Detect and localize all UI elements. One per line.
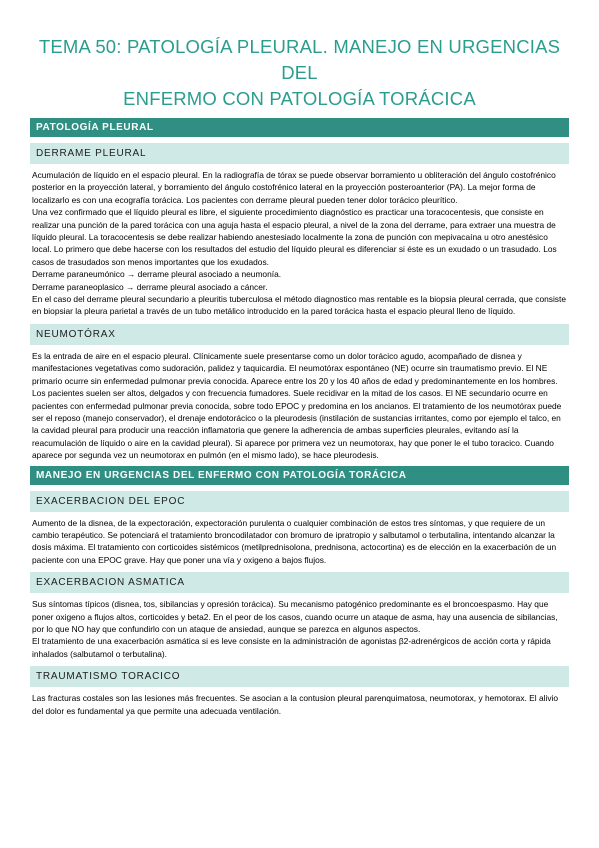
paragraph: Aumento de la disnea, de la expectoración, expectoración purulenta o cualquier combinación de estos tres síntomas, y que requiere de un cambio terapéutico. Se potenciará el tratamiento broncodilatador con bromuro de ipratropio y salbutamol o terbutalina, intentando alcanzar la dosis máxima. El tratamiento con corticoides sistémicos (metilprednisolona, prednisona, actocortina) es de elección en la exacerbación de un paciente con una EPOC grave. Hay que poner una vía y oxigeno a bajos flujos. (32, 517, 557, 565)
paragraph: Las fracturas costales son las lesiones más frecuentes. Se asocian a la contusion pleural parenquimatosa, neumotorax, y hemotorax. El alivio del dolor es fundamental ya que permite una adecuada ventilación. (32, 693, 559, 716)
subsection-heading-traumatismo-toracico: TRAUMATISMO TORACICO (30, 666, 569, 687)
page-title (30, 0, 569, 112)
derrame-pleural-body (32, 169, 567, 318)
page-title-line-1: TEMA 50: PATOLOGÍA PLEURAL. MANEJO EN URGENCIAS DEL (38, 36, 561, 83)
subsection-heading-neumotorax: NEUMOTÓRAX (30, 324, 569, 345)
paragraph: Una vez confirmado que el líquido pleural es libre, el siguiente procedimiento diagnóstico es practicar una toracocentesis, que consiste en realizar una punción de la pared torácica con una aguja hasta el espacio pleural, a nivel de la zona del derrame, para extraer una muestra de líquido pleural. La toracocentesis se debe realizar habiendo anestesiado localmente la zona de punción con mepivacaína u otro anestésico local. Lo primero que debe hacerse con los resultados del estudio del líquido pleural es diferenciar si éste es un exudado o un trasudado. Los casos de trasudados son menos importantes que los exudados. (32, 207, 557, 267)
exacerbacion-asmatica-body (32, 598, 567, 660)
paragraph: En el caso del derrame pleural secundario a pleuritis tuberculosa el método diagnostico mas rentable es la biopsia pleural cerrada, que consiste en biopsiar la pleura parietal a través de un tubo metálico introducido en la pared torácica hasta el espacio pleural lleno de líquido. (32, 294, 566, 317)
paragraph: Es la entrada de aire en el espacio pleural. Clínicamente suele presentarse como un dolor torácico agudo, acompañado de disnea y manifestaciones vegetativas como sudoración, palidez y taquicardia. El neumotórax espontáneo (NE) ocurre sin traumatismo previo. El NE primario ocurre sin enfermedad pulmonar previa conocida. Aparece entre los 20 y los 40 años de edad y predominantemente en los hombres. Los pacientes suelen ser altos, delgados y con frecuencia fumadores. Suele recidivar en la mitad de los casos. El NE secundario ocurre en pacientes con enfermedad pulmonar previa conocida, sobre todo EPOC y predomina en los ancianos. El tratamiento de los neumotórax puede ser el reposo (manejo conservador), el drenaje endotorácico o la pleurodesis (instilación de sustancias irritantes, como por ejemplo el talco, en la cavidad pleural para producir una reacción inflamatoria que genere la adherencia de ambas superficies pleurales, evitando así la reacumulación de líquido o aire en la cavidad pleural). Si aparece por primera vez un neumotorax, hay que poner le el tubo toracico. Cuando aparece por segunda vez un neumotorax en pulmón (en el mismo lado), se hace pleurodesis. (32, 350, 562, 461)
page-title-line-2: ENFERMO CON PATOLOGÍA TORÁCICA (123, 88, 476, 109)
section-heading-manejo-urgencias: MANEJO EN URGENCIAS DEL ENFERMO CON PATOLOGÍA TORÁCICA (30, 466, 569, 485)
paragraph: Sus síntomas típicos (disnea, tos, sibilancias y opresión torácica). Su mecanismo patogénico predominante es el broncoespasmo. Hay que poner oxigeno a flujos altos, corticoides y beta2. En el peor de los casos, cuando ocurre un ataque de asma, hay una ausencia de sibilancias, por lo que NO hay que confundirlo con un ataque de ansiedad, aunque se parezca en algunos aspectos. (32, 599, 558, 634)
exacerbacion-epoc-body (32, 517, 567, 567)
subsection-heading-derrame-pleural: DERRAME PLEURAL (30, 143, 569, 164)
traumatismo-toracico-body (32, 692, 567, 717)
subsection-heading-exacerbacion-epoc: EXACERBACION DEL EPOC (30, 491, 569, 512)
paragraph: Derrame paraneumónico → derrame pleural asociado a neumonía. (32, 269, 282, 280)
paragraph: Derrame paraneoplasico → derrame pleural asociado a cáncer. (32, 281, 268, 292)
paragraph: El tratamiento de una exacerbación asmática si es leve consiste en la administración de agonistas β2-adrenérgicos de acción corta y rápida inhalados (salbutamol o terbutalina). (32, 636, 551, 659)
section-heading-patologia-pleural: PATOLOGÍA PLEURAL (30, 118, 569, 137)
neumotorax-body (32, 350, 567, 462)
subsection-heading-exacerbacion-asmatica: EXACERBACION ASMATICA (30, 572, 569, 593)
paragraph: Acumulación de líquido en el espacio pleural. En la radiografía de tórax se puede observar borramiento u obliteración del ángulo costofrénico posterior en la proyección lateral, y borramiento del ángulo costofrénico lateral en la proyección posteroanterior (PA). La mejor forma de localizarlo es con una ecografía torácica. Los pacientes con derrame pleural pueden tener dolor torácico pleurítico. (32, 170, 556, 205)
